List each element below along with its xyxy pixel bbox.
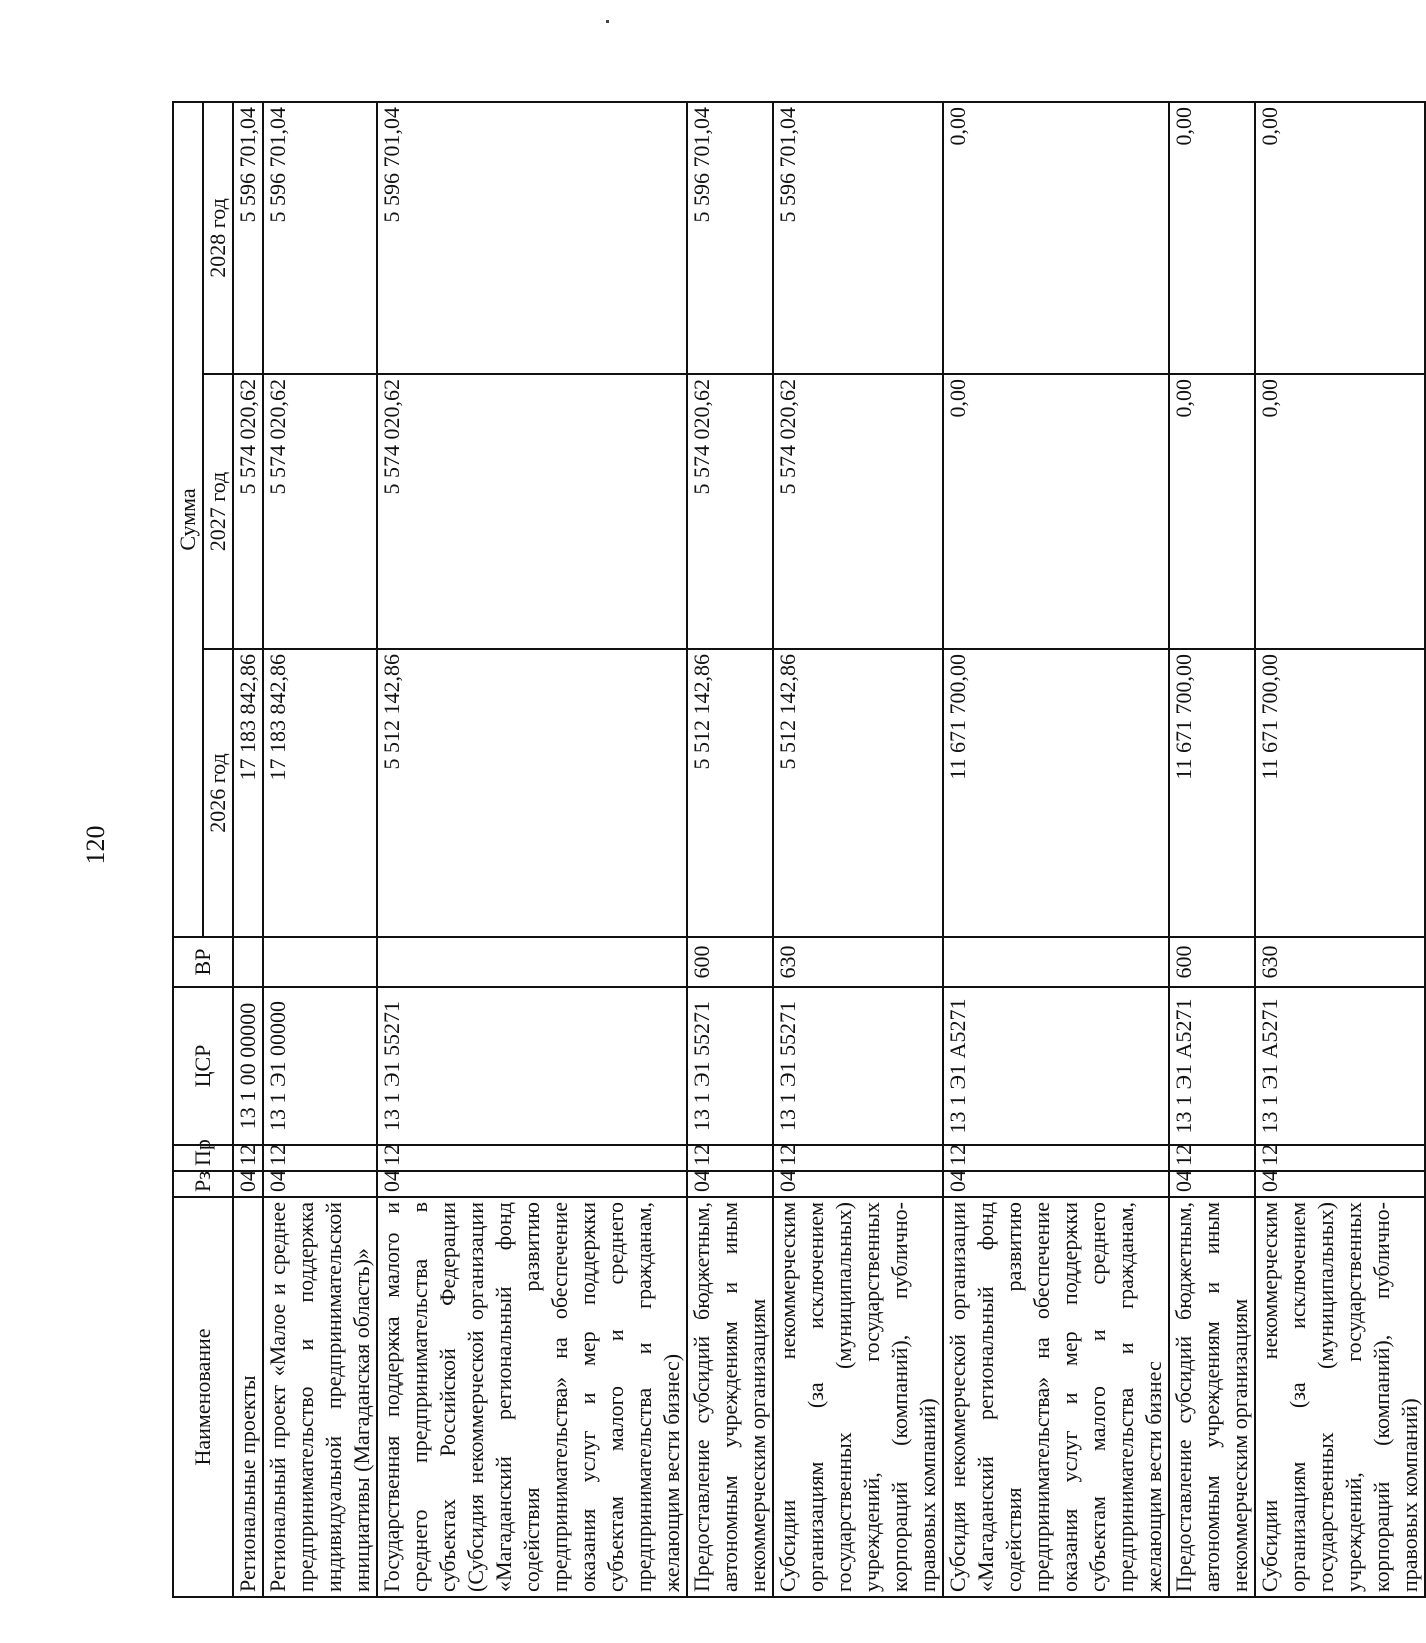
row-2028: 0,00	[943, 102, 1169, 374]
header-rz: Рз	[173, 1171, 233, 1197]
row-pr: 12	[233, 1145, 263, 1171]
table-row	[943, 102, 1169, 1597]
row-name: Предоставление субсидий бюджетным, автономным учреждениям и иным некоммерческим организациям	[1169, 1197, 1255, 1597]
row-2027: 0,00	[1169, 374, 1255, 649]
header-csr: ЦСР	[173, 987, 233, 1145]
row-rz: 04	[1255, 1171, 1425, 1197]
row-name: Региональный проект «Малое и среднее предпринимательство и поддержка индивидуальной предпринимательской инициативы (Магаданская область)»	[263, 1197, 377, 1597]
row-rz: 04	[233, 1171, 263, 1197]
row-rz: 04	[687, 1171, 773, 1197]
row-2028: 0,00	[1169, 102, 1255, 374]
row-pr: 12	[687, 1145, 773, 1171]
table-row	[1169, 102, 1255, 1597]
header-year-2027: 2027 год	[203, 374, 233, 649]
row-name: Субсидия некоммерческой организации «Магаданский региональный фонд содействия развитию предпринимательства» на обеспечение оказания услуг и мер поддержки субъектам малого и среднего предпринимательства и гражданам, желающим вести бизнес	[943, 1197, 1169, 1597]
row-2026: 5 512 142,86	[377, 649, 687, 937]
row-2028: 0,00	[1255, 102, 1425, 374]
header-year-2028: 2028 год	[203, 102, 233, 374]
row-2027: 5 574 020,62	[233, 374, 263, 649]
table-row	[687, 102, 773, 1597]
row-pr: 12	[263, 1145, 377, 1171]
row-rz: 04	[773, 1171, 943, 1197]
table-header	[173, 102, 233, 1597]
row-name: Региональные проекты	[233, 1197, 263, 1597]
scan-speck	[606, 20, 609, 23]
row-2026: 5 512 142,86	[773, 649, 943, 937]
row-rz: 04	[1169, 1171, 1255, 1197]
row-2026: 11 671 700,00	[1255, 649, 1425, 937]
row-2028: 5 596 701,04	[687, 102, 773, 374]
row-csr: 13 1 Э1 А5271	[1255, 987, 1425, 1145]
row-vr: 630	[1255, 937, 1425, 987]
row-2028: 5 596 701,04	[773, 102, 943, 374]
header-sum: Сумма	[173, 102, 203, 937]
table-row	[773, 102, 943, 1597]
row-csr: 13 1 00 00000	[233, 987, 263, 1145]
row-2028: 5 596 701,04	[377, 102, 687, 374]
row-vr: 600	[1169, 937, 1255, 987]
table-row	[263, 102, 377, 1597]
row-csr: 13 1 Э1 00000	[263, 987, 377, 1145]
row-vr: 600	[687, 937, 773, 987]
row-vr	[943, 937, 1169, 987]
table-row	[1255, 102, 1425, 1597]
row-csr: 13 1 Э1 А5271	[1169, 987, 1255, 1145]
row-pr: 12	[943, 1145, 1169, 1171]
row-vr	[263, 937, 377, 987]
header-name: Наименование	[173, 1197, 233, 1597]
row-2026: 17 183 842,86	[233, 649, 263, 937]
row-pr: 12	[773, 1145, 943, 1171]
row-pr: 12	[1169, 1145, 1255, 1171]
row-2027: 0,00	[1255, 374, 1425, 649]
row-vr	[233, 937, 263, 987]
row-csr: 13 1 Э1 55271	[773, 987, 943, 1145]
header-pr: Пр	[173, 1145, 233, 1171]
row-2027: 5 574 020,62	[377, 374, 687, 649]
row-pr: 12	[1255, 1145, 1425, 1171]
row-2027: 5 574 020,62	[687, 374, 773, 649]
row-rz: 04	[943, 1171, 1169, 1197]
row-rz: 04	[377, 1171, 687, 1197]
row-2028: 5 596 701,04	[233, 102, 263, 374]
budget-table	[172, 101, 1426, 1598]
row-pr: 12	[377, 1145, 687, 1171]
page-number: 120	[81, 825, 110, 865]
row-csr: 13 1 Э1 А5271	[943, 987, 1169, 1145]
row-2028: 5 596 701,04	[263, 102, 377, 374]
table-row	[377, 102, 687, 1597]
row-csr: 13 1 Э1 55271	[687, 987, 773, 1145]
row-2027: 0,00	[943, 374, 1169, 649]
row-name: Субсидии некоммерческим организациям (за исключением государственных (муниципальных) учреждений, государственных корпораций (компаний), публично-правовых компаний)	[773, 1197, 943, 1597]
row-name: Субсидии некоммерческим организациям (за исключением государственных (муниципальных) учреждений, государственных корпораций (компаний), публично-правовых компаний)	[1255, 1197, 1425, 1597]
row-2026: 11 671 700,00	[943, 649, 1169, 937]
row-vr	[377, 937, 687, 987]
row-2027: 5 574 020,62	[263, 374, 377, 649]
row-csr: 13 1 Э1 55271	[377, 987, 687, 1145]
header-vr: ВР	[173, 937, 233, 987]
row-vr: 630	[773, 937, 943, 987]
header-year-2026: 2026 год	[203, 649, 233, 937]
row-2026: 5 512 142,86	[687, 649, 773, 937]
row-2027: 5 574 020,62	[773, 374, 943, 649]
row-2026: 17 183 842,86	[263, 649, 377, 937]
table-body	[233, 102, 1425, 1597]
row-name: Государственная поддержка малого и среднего предпринимательства в субъектах Российской Федерации (Субсидия некоммерческой организации «Магаданский региональный фонд содействия развитию предпринимательства» на обеспечение оказания услуг и мер поддержки субъектам малого и среднего предпринимательства и гражданам, желающим вести бизнес)	[377, 1197, 687, 1597]
table-row	[233, 102, 263, 1597]
rotated-table-container	[172, 103, 1422, 1598]
row-rz: 04	[263, 1171, 377, 1197]
row-2026: 11 671 700,00	[1169, 649, 1255, 937]
row-name: Предоставление субсидий бюджетным, автономным учреждениям и иным некоммерческим организациям	[687, 1197, 773, 1597]
